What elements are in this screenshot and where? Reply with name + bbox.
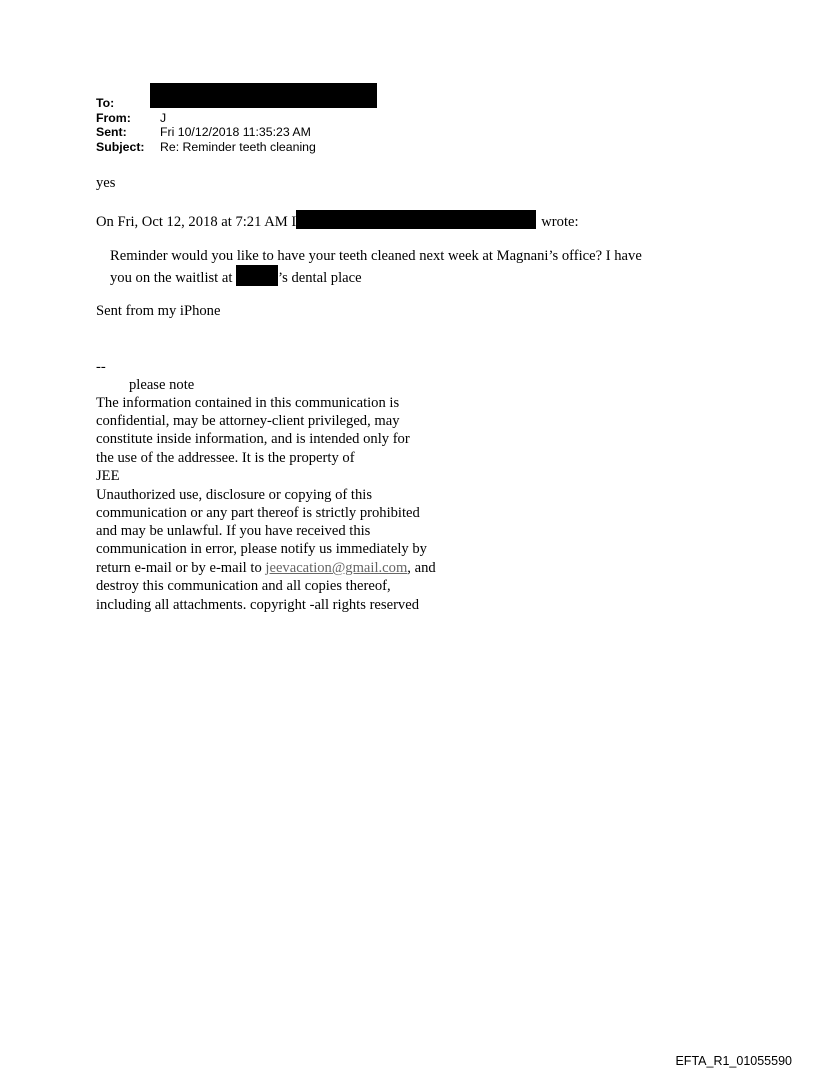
- to-label: To:: [96, 96, 115, 110]
- sent-row: [96, 125, 316, 140]
- disclaimer-email-line: [96, 559, 436, 577]
- subject-value: Re: Reminder teeth cleaning: [160, 139, 316, 154]
- email-header: [96, 96, 316, 154]
- quoted-line-2: [110, 265, 362, 287]
- quoted-line-2-suffix: ’s dental place: [278, 270, 362, 286]
- disclaimer-line: communication in error, please notify us immediately by: [96, 541, 427, 557]
- sent-value: Fri 10/12/2018 11:35:23 AM: [160, 125, 311, 139]
- quoted-line-1: Reminder would you like to have your teeth cleaned next week at Magnani’s office? I have: [110, 248, 642, 264]
- separator: --: [96, 359, 106, 375]
- disclaimer-line: confidential, may be attorney-client privileged, may: [96, 413, 400, 429]
- disclaimer-line: constitute inside information, and is intended only for: [96, 431, 410, 447]
- from-value: J: [160, 110, 167, 125]
- disclaimer-line: The information contained in this communication is: [96, 395, 400, 411]
- signature: Sent from my iPhone: [96, 303, 221, 319]
- from-label: From:: [96, 110, 131, 125]
- disclaimer-line: JEE: [96, 468, 120, 484]
- disclaimer-line: the use of the addressee. It is the property of: [96, 450, 355, 466]
- quote-intro: [96, 210, 579, 231]
- disclaimer-line: Unauthorized use, disclosure or copying of this: [96, 487, 373, 503]
- sent-label: Sent:: [96, 125, 127, 139]
- disclaimer-closing-line: destroy this communication and all copies thereof,: [96, 578, 391, 594]
- quoted-line-2-prefix: you on the waitlist at: [110, 270, 233, 286]
- redaction-name: [236, 265, 278, 286]
- document-id: EFTA_R1_01055590: [675, 1054, 792, 1068]
- quote-intro-prefix: On Fri, Oct 12, 2018 at 7:21 AM I: [96, 214, 297, 230]
- email-link[interactable]: jeevacation@gmail.com: [265, 560, 408, 576]
- disclaimer-line: and may be unlawful. If you have received this: [96, 523, 371, 539]
- to-row: [96, 96, 316, 111]
- quote-intro-suffix: wrote:: [541, 214, 579, 230]
- disclaimer-line: communication or any part thereof is strictly prohibited: [96, 505, 420, 521]
- reply-text: yes: [96, 175, 116, 191]
- email-line-suffix: , and: [407, 560, 436, 576]
- redaction-sender: [296, 210, 536, 229]
- subject-label: Subject:: [96, 139, 145, 154]
- subject-row: [96, 140, 316, 155]
- email-line-prefix: return e-mail or by e-mail to: [96, 560, 262, 576]
- from-row: [96, 111, 316, 126]
- disclaimer-closing-line: including all attachments. copyright -all rights reserved: [96, 597, 419, 613]
- disclaimer-heading: please note: [129, 377, 195, 393]
